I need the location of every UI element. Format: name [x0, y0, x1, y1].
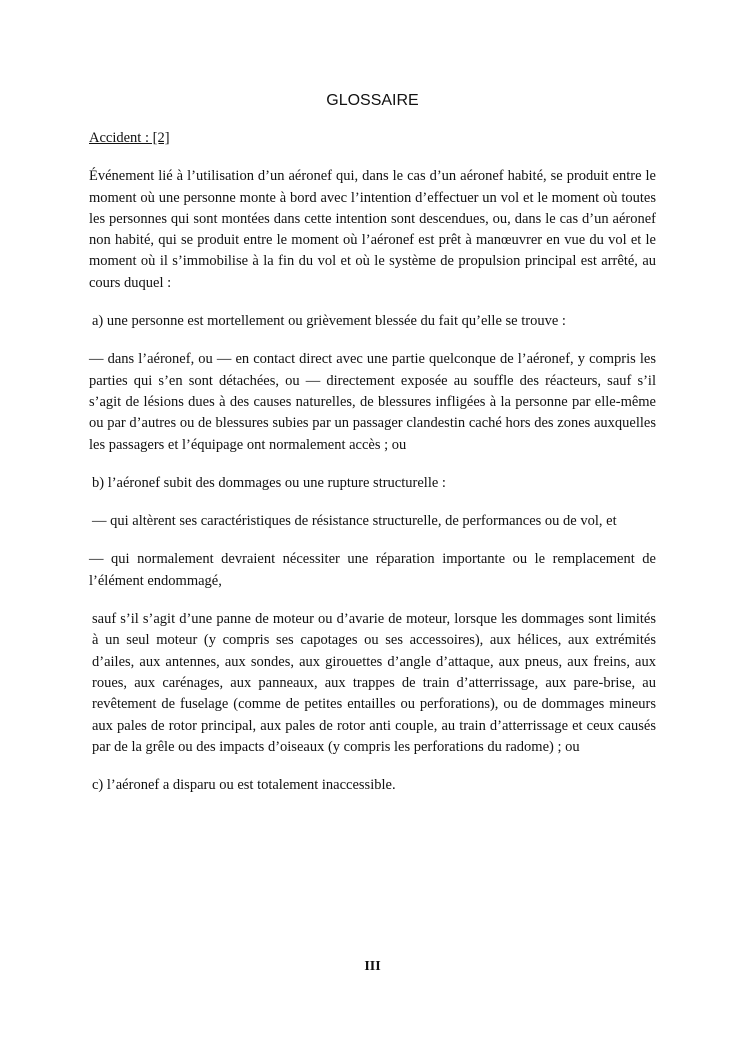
glossary-term: Accident : [2] — [89, 130, 170, 146]
condition-c: c) l’aéronef a disparu ou est totalement inaccessible. — [92, 777, 396, 794]
page-title: GLOSSAIRE — [326, 92, 419, 109]
glossary-content — [89, 128, 656, 796]
page-number: III — [364, 959, 381, 974]
condition-a-details: — dans l’aéronef, ou — en contact direct avec une partie quelconque de l’aéronef, y compris les parties qui s’en sont détachées, ou — directement exposée au souffle des réacteurs, sauf s’il s’agit de lésions dues à des causes naturelles, de blessures infligées à la personne par elle-même ou par d’autres ou de blessures subies par un passager clandestin caché hors des zones auxquelles les passagers et l’équipage ont normalement accès ; ou — [89, 351, 656, 453]
condition-b-item-1: — qui altèrent ses caractéristiques de résistance structurelle, de performances ou de vol, et — [92, 513, 617, 530]
definition-paragraph: Événement lié à l’utilisation d’un aéronef qui, dans le cas d’un aéronef habité, se produit entre le moment où une personne monte à bord avec l’intention d’effectuer un vol et le moment où toutes les personnes qui sont montées dans cette intention sont descendues, ou, dans le cas d’un aéronef non habité, qui se produit entre le moment où l’aéronef est prêt à manœuvrer en vue du vol et le moment où il s’immobilise à la fin du vol et où le système de propulsion principal est arrêté, au cours duquel : — [89, 168, 656, 291]
condition-b-item-2: — qui normalement devraient nécessiter une réparation importante ou le remplacement de l’élément endommagé, — [89, 551, 656, 589]
condition-b: b) l’aéronef subit des dommages ou une rupture structurelle : — [92, 474, 446, 491]
condition-a: a) une personne est mortellement ou grièvement blessée du fait qu’elle se trouve : — [92, 313, 566, 330]
condition-b-exception: sauf s’il s’agit d’une panne de moteur ou d’avarie de moteur, lorsque les dommages sont limités à un seul moteur (y compris ses capotages ou ses accessoires), aux hélices, aux extrémités d’ailes, aux antennes, aux sondes, aux girouettes d’angle d’attaque, aux pneus, aux freins, aux roues, aux carénages, aux panneaux, aux trappes de train d’atterrissage, aux pare-brise, au revêtement de fuselage (comme de petites entailles ou perforations), ou de dommages mineurs aux pales de rotor principal, aux pales de rotor anti couple, au train d’atterrissage et ceux causés par de la grêle ou des impacts d’oiseaux (y compris les perforations du radome) ; ou — [92, 611, 656, 755]
